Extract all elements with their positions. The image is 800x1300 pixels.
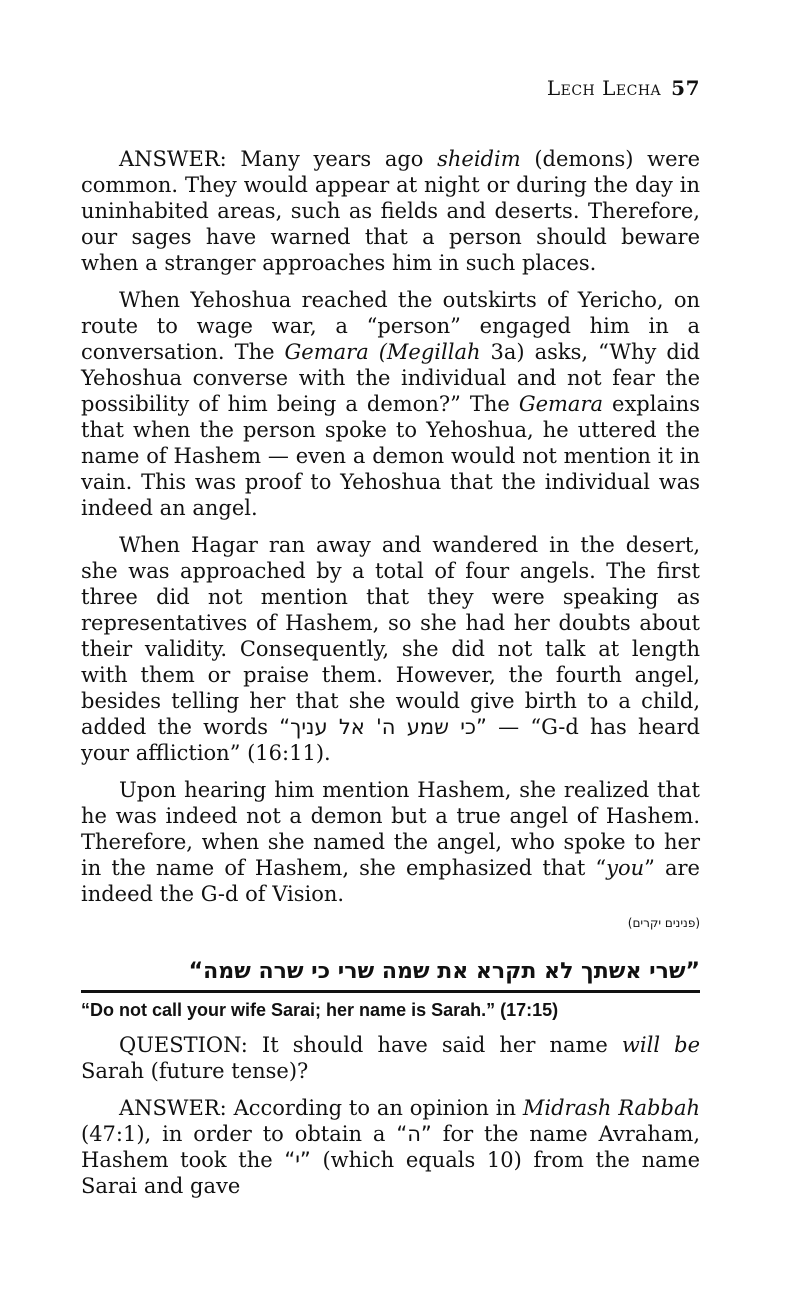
page-number: 57 <box>671 76 700 100</box>
paragraph-question: QUESTION: It should have said her name will be Sarah (future tense)? <box>81 1033 700 1083</box>
hebrew-quote: ”כי שמע ה' אל עניך“ <box>279 715 487 739</box>
hebrew-letter-he: ”ה“ <box>396 1122 432 1146</box>
paragraph-true-angel: Upon hearing him mention Hashem, she realized that he was indeed not a demon but a true angel of Hashem. Therefore, when she named the angel, who spoke to her in the name of Hashem, she emphasized that “you” are indeed the G-d of Vision. <box>81 778 700 906</box>
english-verse-heading: “Do not call your wife Sarai; her name is Sarah.” (17:15) <box>81 1000 559 1020</box>
paragraph-yehoshua: When Yehoshua reached the outskirts of Yericho, on route to wage war, a “person” engaged him in a conversation. The Gemara (Megillah 3a) asks, “Why did Yehoshua converse with the individual and not fear the possibility of him being a demon?” The Gemara explains that when the person spoke to Yehoshua, he uttered the name of Hashem — even a demon would not mention it in vain. This was proof to Yehoshua that the individual was indeed an angel. <box>81 288 700 520</box>
source-citation: (פנינים יקרים) <box>627 916 700 930</box>
page-body <box>81 146 700 1210</box>
running-header <box>547 76 700 100</box>
paragraph-answer-sheidim: ANSWER: Many years ago sheidim (demons) were common. They would appear at night or during the day in uninhabited areas, such as fields and deserts. Therefore, our sages have warned that a person should beware when a stranger approaches him in such places. <box>81 147 700 275</box>
paragraph-answer-midrash: ANSWER: According to an opinion in Midrash Rabbah (47:1), in order to obtain a ”ה“ for the name Avraham, Hashem took the ”י“ (which equals 10) from the name Sarai and gave <box>81 1096 701 1198</box>
paragraph-hagar: When Hagar ran away and wandered in the desert, she was approached by a total of four angels. The first three did not mention that they were speaking as representatives of Hashem, so she had her doubts about their validity. Consequently, she did not talk at length with them or praise them. However, the fourth angel, besides telling her that she would give birth to a child, added the words ”כי שמע ה' אל עניך“ — “G-d has heard your affliction” (16:11). <box>81 533 701 765</box>
hebrew-verse-heading: ”שרי אשתך לא תקרא את שמה שרי כי שרה שמה“ <box>188 959 700 984</box>
heading-divider <box>81 990 700 993</box>
hebrew-letter-yud: ”י“ <box>284 1148 311 1172</box>
running-title: Lech Lecha <box>546 76 662 100</box>
